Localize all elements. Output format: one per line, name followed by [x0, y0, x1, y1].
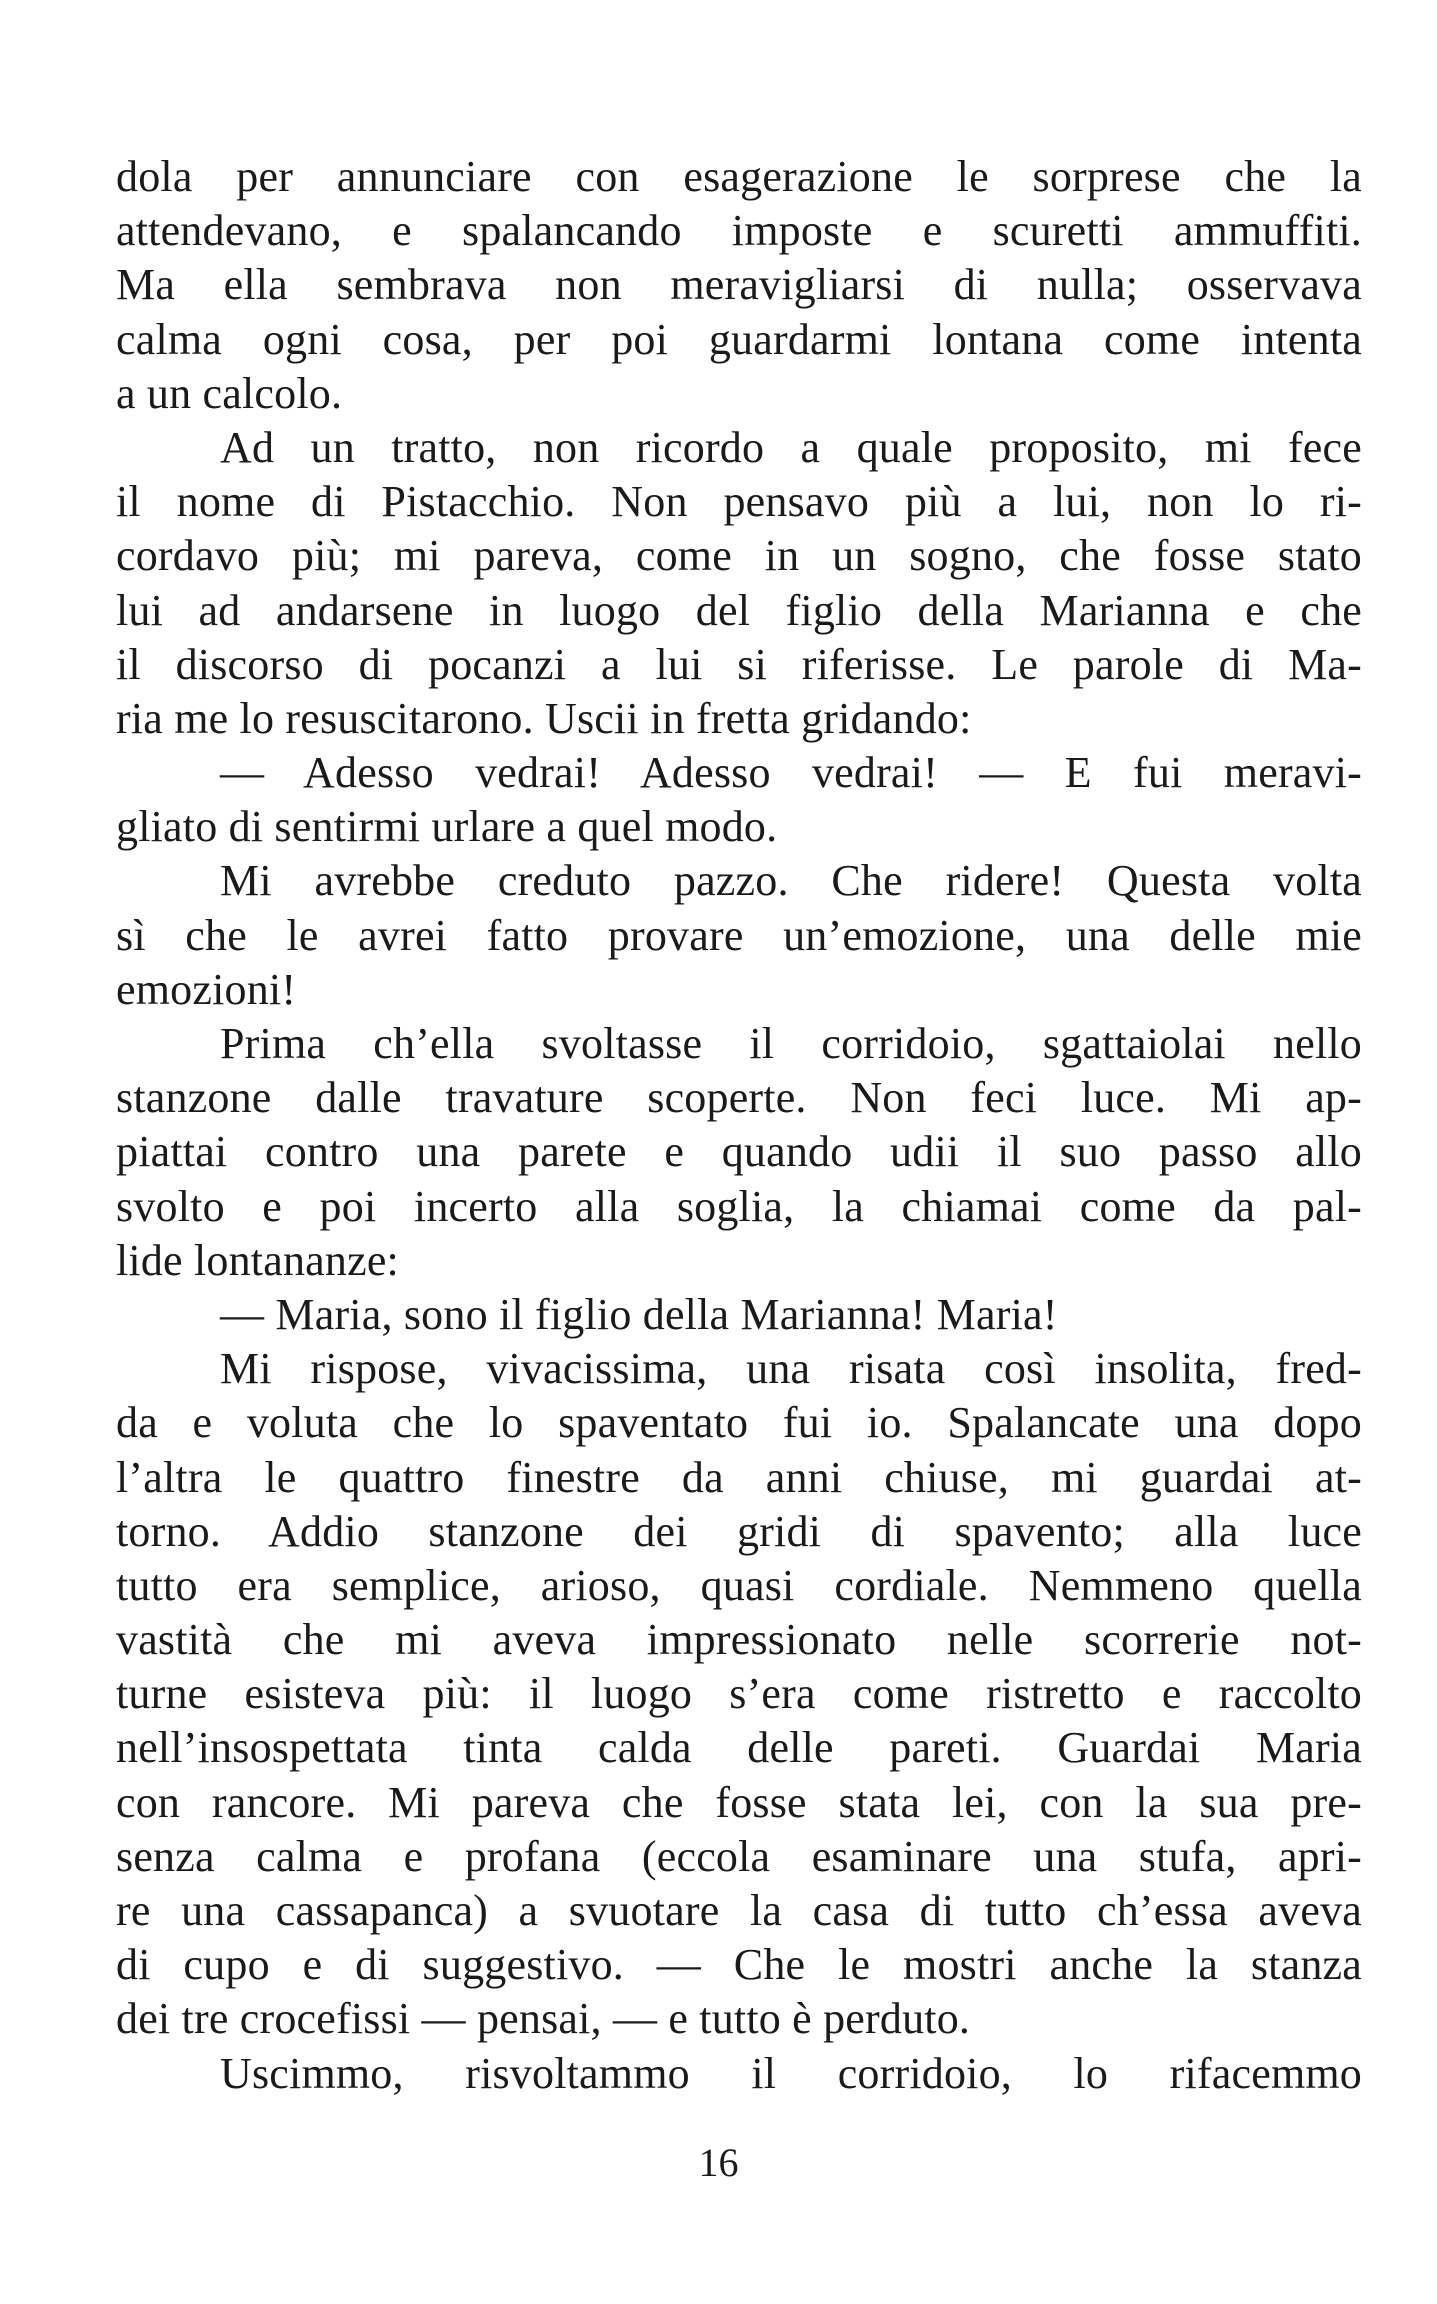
text-line: attendevano, e spalancando imposte e scuretti ammuffiti. [116, 206, 1362, 256]
text-line: ria me lo resuscitarono. Uscii in fretta gridando: [116, 693, 972, 743]
text-line: gliato di sentirmi urlare a quel modo. [116, 802, 778, 852]
page-number: 16 [698, 2140, 739, 2185]
text-line: dola per annunciare con esagerazione le sorprese che la [116, 152, 1362, 201]
text-line: il nome di Pistacchio. Non pensavo più a lui, non lo ri- [116, 477, 1362, 527]
text-line: con rancore. Mi pareva che fosse stata lei, con la sua pre- [116, 1777, 1362, 1827]
text-line: emozioni! [116, 964, 297, 1014]
text-line: vastità che mi aveva impressionato nelle scorrerie not- [116, 1615, 1362, 1665]
text-line: piattai contro una parete e quando udii il suo passo allo [116, 1127, 1362, 1177]
text-line: da e voluta che lo spaventato fui io. Spalancate una dopo [116, 1398, 1362, 1448]
text-line: nell’insospettata tinta calda delle pareti. Guardai Maria [116, 1723, 1362, 1773]
text-line: — Maria, sono il figlio della Marianna! Maria! [220, 1289, 1058, 1339]
text-line: Ad un tratto, non ricordo a quale proposito, mi fece [220, 422, 1362, 472]
text-line: tutto era semplice, arioso, quasi cordiale. Nemmeno quella [116, 1560, 1362, 1610]
text-line: lui ad andarsene in luogo del figlio della Marianna e che [116, 585, 1362, 635]
text-line: a un calcolo. [116, 368, 343, 418]
text-line: re una cassapanca) a svuotare la casa di tutto ch’essa aveva [116, 1886, 1362, 1935]
text-line: cordavo più; mi pareva, come in un sogno, che fosse stato [116, 531, 1362, 581]
text-line: — Adesso vedrai! Adesso vedrai! — E fui meravi- [220, 748, 1362, 798]
text-line: senza calma e profana (eccola esaminare una stufa, apri- [116, 1831, 1362, 1881]
text-line: l’altra le quattro finestre da anni chiuse, mi guardai at- [116, 1452, 1362, 1502]
text-line: Prima ch’ella svoltasse il corridoio, sgattaiolai nello [220, 1019, 1362, 1068]
text-line: sì che le avrei fatto provare un’emozione, una delle mie [116, 910, 1362, 960]
text-line: Uscimmo, risvoltammo il corridoio, lo rifacemmo [220, 2048, 1362, 2098]
text-line: calma ogni cosa, per poi guardarmi lontana come intenta [116, 314, 1362, 364]
text-line: stanzone dalle travature scoperte. Non feci luce. Mi ap- [116, 1073, 1362, 1123]
text-line: Mi rispose, vivacissima, una risata così insolita, fred- [220, 1344, 1362, 1394]
text-line: di cupo e di suggestivo. — Che le mostri anche la stanza [116, 1940, 1362, 1990]
text-line: Ma ella sembrava non meravigliarsi di nulla; osservava [116, 260, 1362, 310]
body-text [116, 150, 1362, 2101]
text-line: dei tre crocefissi — pensai, — e tutto è perduto. [116, 1994, 971, 2044]
text-line: il discorso di pocanzi a lui si riferisse. Le parole di Ma- [116, 639, 1362, 689]
text-line: torno. Addio stanzone dei gridi di spavento; alla luce [116, 1506, 1362, 1556]
text-line: svolto e poi incerto alla soglia, la chiamai come da pal- [116, 1181, 1362, 1231]
text-line: turne esisteva più: il luogo s’era come ristretto e raccolto [116, 1669, 1362, 1719]
text-line: Mi avrebbe creduto pazzo. Che ridere! Questa volta [220, 856, 1362, 906]
text-line: lide lontananze: [116, 1235, 399, 1285]
